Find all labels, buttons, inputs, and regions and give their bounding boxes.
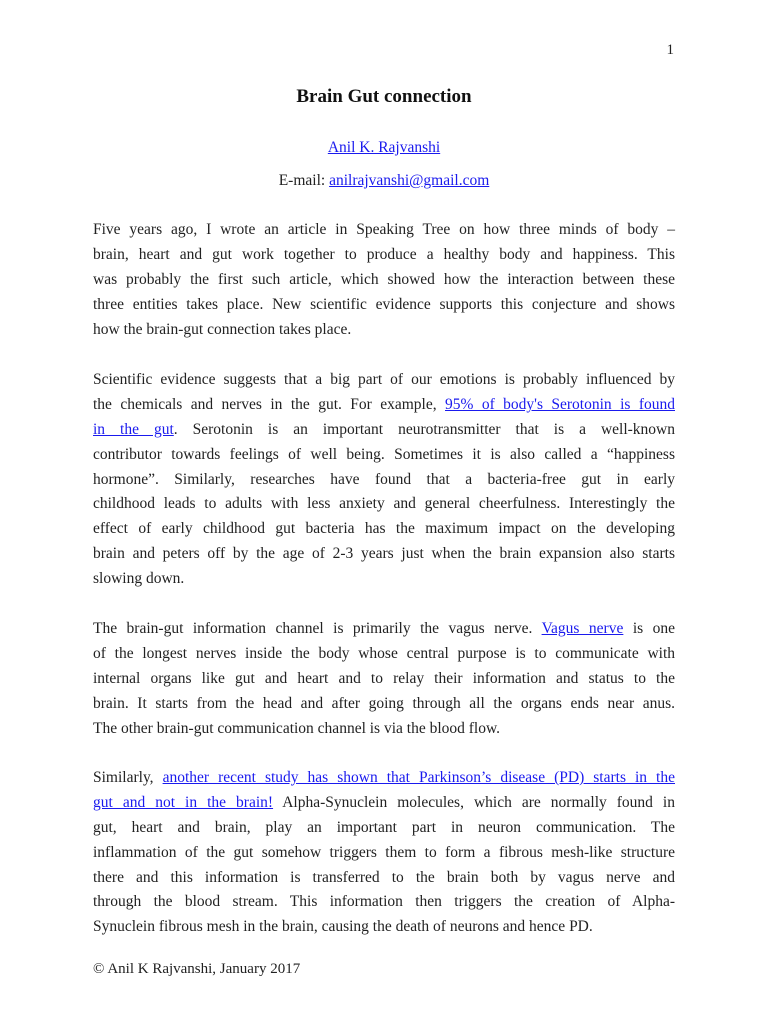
text-line	[93, 418, 675, 443]
text-line: gut, heart and brain, play an important part in neuron communication. The	[93, 818, 675, 836]
text-line: hormone”. Similarly, researches have found that a bacteria-free gut in early	[93, 470, 675, 488]
text-segment: the chemicals and nerves in the gut. For example,	[93, 395, 446, 413]
text-line: contributor towards feelings of well being. Sometimes it is also called a “happiness	[93, 445, 675, 463]
text-line: three entities takes place. New scientific evidence supports this conjecture and shows	[93, 295, 675, 313]
paragraph-1	[93, 218, 675, 342]
serotonin-link-cont[interactable]: in the gut	[93, 420, 174, 438]
text-line: how the brain-gut connection takes place.	[93, 320, 352, 338]
text-line: inflammation of the gut somehow triggers them to form a fibrous mesh-like structure	[93, 843, 675, 861]
text-line: slowing down.	[93, 570, 185, 588]
text-line	[93, 617, 675, 642]
parkinsons-study-link-cont[interactable]: gut and not in the brain!	[93, 793, 274, 811]
email-link[interactable]: anilrajvanshi@gmail.com	[329, 172, 490, 189]
text-line: Scientific evidence suggests that a big part of our emotions is probably influenced by	[93, 371, 675, 388]
text-line: Five years ago, I wrote an article in Speaking Tree on how three minds of body –	[93, 221, 675, 238]
text-line: childhood leads to adults with less anxiety and general cheerfulness. Interestingly the	[93, 495, 675, 513]
copyright-footer: © Anil K Rajvanshi, January 2017	[93, 961, 301, 977]
serotonin-link[interactable]: 95% of body's Serotonin is found	[445, 395, 675, 413]
text-segment: The brain-gut information channel is primarily the vagus nerve.	[93, 620, 542, 637]
text-line: through the blood stream. This information then triggers the creation of Alpha-	[93, 893, 675, 911]
text-segment: Similarly,	[93, 769, 163, 786]
author-line	[0, 139, 768, 157]
text-line	[93, 766, 675, 791]
parkinsons-study-link[interactable]: another recent study has shown that Parkinson’s disease (PD) starts in the	[162, 769, 675, 786]
email-line	[0, 172, 768, 190]
email-label: E-mail:	[278, 172, 326, 189]
text-segment: is one	[623, 620, 676, 637]
text-line	[93, 393, 675, 418]
author-link[interactable]: Anil K. Rajvanshi	[327, 139, 441, 156]
document-title: Brain Gut connection	[296, 86, 472, 107]
text-line: brain, heart and gut work together to produce a healthy body and happiness. This	[93, 245, 675, 263]
text-line	[93, 791, 675, 816]
paragraph-2	[93, 368, 675, 592]
text-line: Synuclein fibrous mesh in the brain, causing the death of neurons and hence PD.	[93, 918, 593, 936]
paragraph-3	[93, 617, 675, 741]
text-line: brain. It starts from the head and after going through all the organs ends near anus.	[93, 694, 675, 712]
paragraph-4	[93, 766, 675, 940]
text-line: internal organs like gut and heart and to relay their information and status to the	[93, 669, 675, 687]
text-segment: Alpha-Synuclein molecules, which are normally found in	[273, 793, 675, 811]
text-line: there and this information is transferred to the brain both by vagus nerve and	[93, 868, 675, 886]
text-line: of the longest nerves inside the body whose central purpose is to communicate with	[93, 644, 675, 662]
text-line: effect of early childhood gut bacteria has the maximum impact on the developing	[93, 520, 675, 538]
text-line: The other brain-gut communication channel is via the blood flow.	[93, 719, 501, 737]
page-number: 1	[666, 42, 674, 58]
text-segment: . Serotonin is an important neurotransmitter that is a well-known	[173, 420, 675, 438]
text-line: was probably the first such article, which showed how the interaction between these	[93, 270, 675, 288]
text-line: brain and peters off by the age of 2-3 years just when the brain expansion also starts	[93, 545, 675, 563]
vagus-nerve-link[interactable]: Vagus nerve	[541, 620, 624, 637]
